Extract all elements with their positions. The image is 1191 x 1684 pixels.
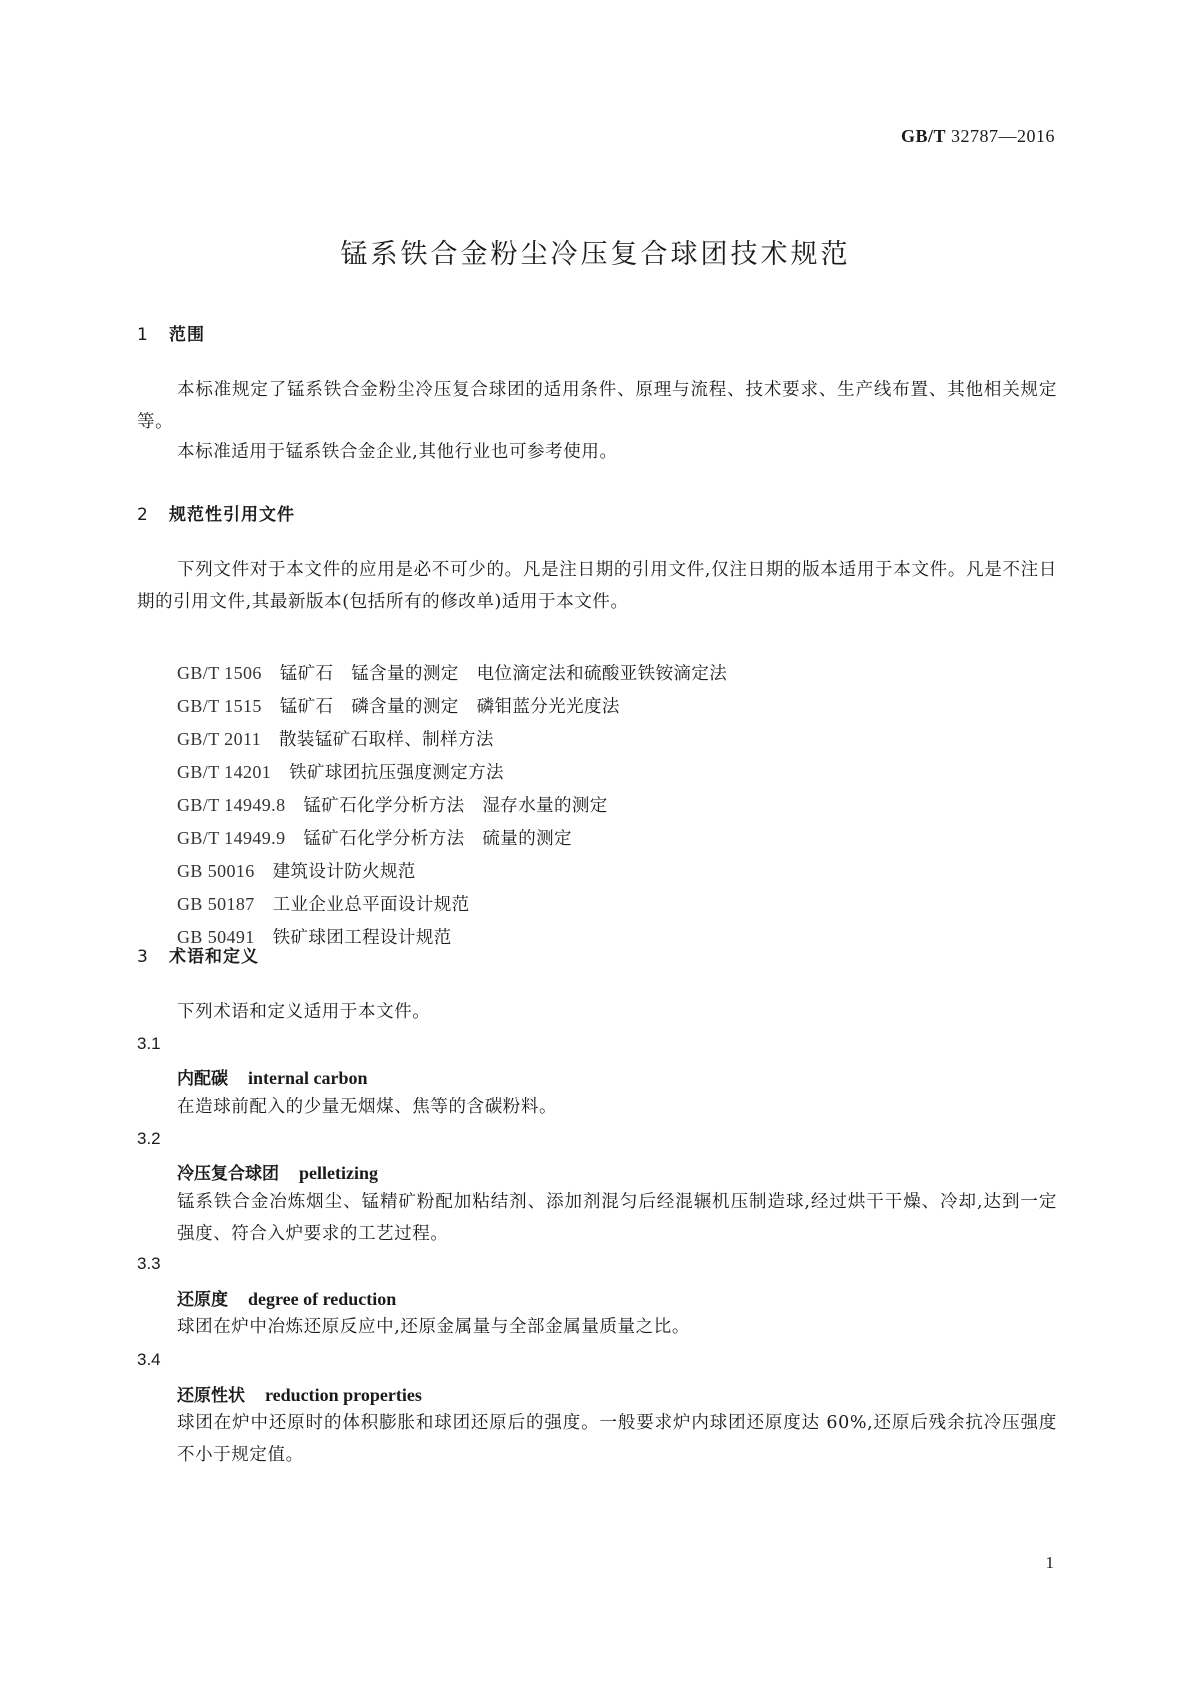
section-title: 范围: [169, 325, 205, 345]
section-1-paragraph-2: 本标准适用于锰系铁合金企业,其他行业也可参考使用。: [177, 442, 618, 462]
reference-item: [177, 921, 727, 954]
reference-code: GB/T 1515: [177, 696, 262, 716]
reference-title: 锰矿石化学分析方法 湿存水量的测定: [303, 796, 608, 816]
page-number: 1: [1045, 1553, 1054, 1572]
term-number: 3.4: [137, 1350, 161, 1369]
term-number: 3.3: [137, 1254, 161, 1273]
term-heading: [177, 1064, 368, 1089]
term-zh: 还原性状: [177, 1386, 245, 1406]
section-number: 1: [137, 325, 149, 345]
term-zh: 还原度: [177, 1290, 228, 1310]
reference-item: [177, 888, 727, 921]
term-definition: 在造球前配入的少量无烟煤、焦等的含碳粉料。: [177, 1097, 558, 1117]
reference-title: 工业企业总平面设计规范: [272, 895, 470, 915]
term-definition: 锰系铁合金冶炼烟尘、锰精矿粉配加粘结剂、添加剂混匀后经混辗机压制造球,经过烘干干燥、冷却,达到一定强度、符合入炉要求的工艺过程。: [177, 1192, 1057, 1244]
section-1-paragraph-1: 本标准规定了锰系铁合金粉尘冷压复合球团的适用条件、原理与流程、技术要求、生产线布置、其他相关规定等。: [137, 380, 1057, 432]
reference-item: [177, 855, 727, 888]
reference-code: GB/T 1506: [177, 663, 262, 683]
document-title: 锰系铁合金粉尘冷压复合球团技术规范: [340, 239, 851, 270]
reference-code: GB/T 14949.9: [177, 828, 286, 848]
reference-title: 建筑设计防火规范: [272, 862, 416, 882]
reference-title: 锰矿石 锰含量的测定 电位滴定法和硫酸亚铁铵滴定法: [279, 664, 728, 684]
reference-code: GB 50187: [177, 894, 255, 914]
reference-item: [177, 723, 727, 756]
reference-title: 散装锰矿石取样、制样方法: [279, 730, 494, 750]
section-1-heading: [137, 320, 205, 345]
section-number: 3: [137, 947, 149, 967]
term-en: reduction properties: [265, 1385, 422, 1405]
section-2-paragraph-1: 下列文件对于本文件的应用是必不可少的。凡是注日期的引用文件,仅注日期的版本适用于本文件。凡是不注日期的引用文件,其最新版本(包括所有的修改单)适用于本文件。: [137, 560, 1057, 612]
term-en: pelletizing: [299, 1163, 378, 1183]
reference-title: 铁矿球团抗压强度测定方法: [289, 763, 504, 783]
term-zh: 内配碳: [177, 1069, 228, 1089]
reference-code: GB/T 14201: [177, 762, 272, 782]
section-3-heading: [137, 942, 259, 967]
reference-item: [177, 756, 727, 789]
reference-title: 铁矿球团工程设计规范: [272, 928, 452, 948]
term-definition: 球团在炉中还原时的体积膨胀和球团还原后的强度。一般要求炉内球团还原度达 60%,还原后残余抗冷压强度不小于规定值。: [177, 1413, 1057, 1465]
reference-title: 锰矿石化学分析方法 硫量的测定: [303, 829, 572, 849]
section-2-heading: [137, 500, 295, 525]
reference-title: 锰矿石 磷含量的测定 磷钼蓝分光光度法: [279, 697, 620, 717]
term-heading: [177, 1159, 378, 1184]
term-en: internal carbon: [248, 1068, 368, 1088]
term-heading: [177, 1285, 396, 1310]
reference-item: [177, 657, 727, 690]
reference-item: [177, 822, 727, 855]
normative-references-list: [177, 657, 727, 954]
standard-prefix: GB/T: [900, 126, 946, 146]
reference-item: [177, 789, 727, 822]
reference-code: GB/T 14949.8: [177, 795, 286, 815]
section-title: 规范性引用文件: [169, 505, 295, 525]
term-heading: [177, 1381, 422, 1406]
term-en: degree of reduction: [248, 1289, 397, 1309]
section-3-paragraph-1: 下列术语和定义适用于本文件。: [177, 1002, 431, 1022]
section-number: 2: [137, 505, 149, 525]
term-number: 3.2: [137, 1129, 161, 1148]
standard-code: [901, 126, 1055, 147]
standard-number: 32787—2016: [951, 126, 1055, 146]
reference-code: GB 50491: [177, 927, 255, 947]
term-zh: 冷压复合球团: [177, 1164, 279, 1184]
reference-item: [177, 690, 727, 723]
term-definition: 球团在炉中冶炼还原反应中,还原金属量与全部金属量质量之比。: [177, 1317, 690, 1337]
reference-code: GB/T 2011: [177, 729, 262, 749]
term-number: 3.1: [137, 1034, 161, 1053]
reference-code: GB 50016: [177, 861, 255, 881]
section-title: 术语和定义: [169, 947, 259, 967]
